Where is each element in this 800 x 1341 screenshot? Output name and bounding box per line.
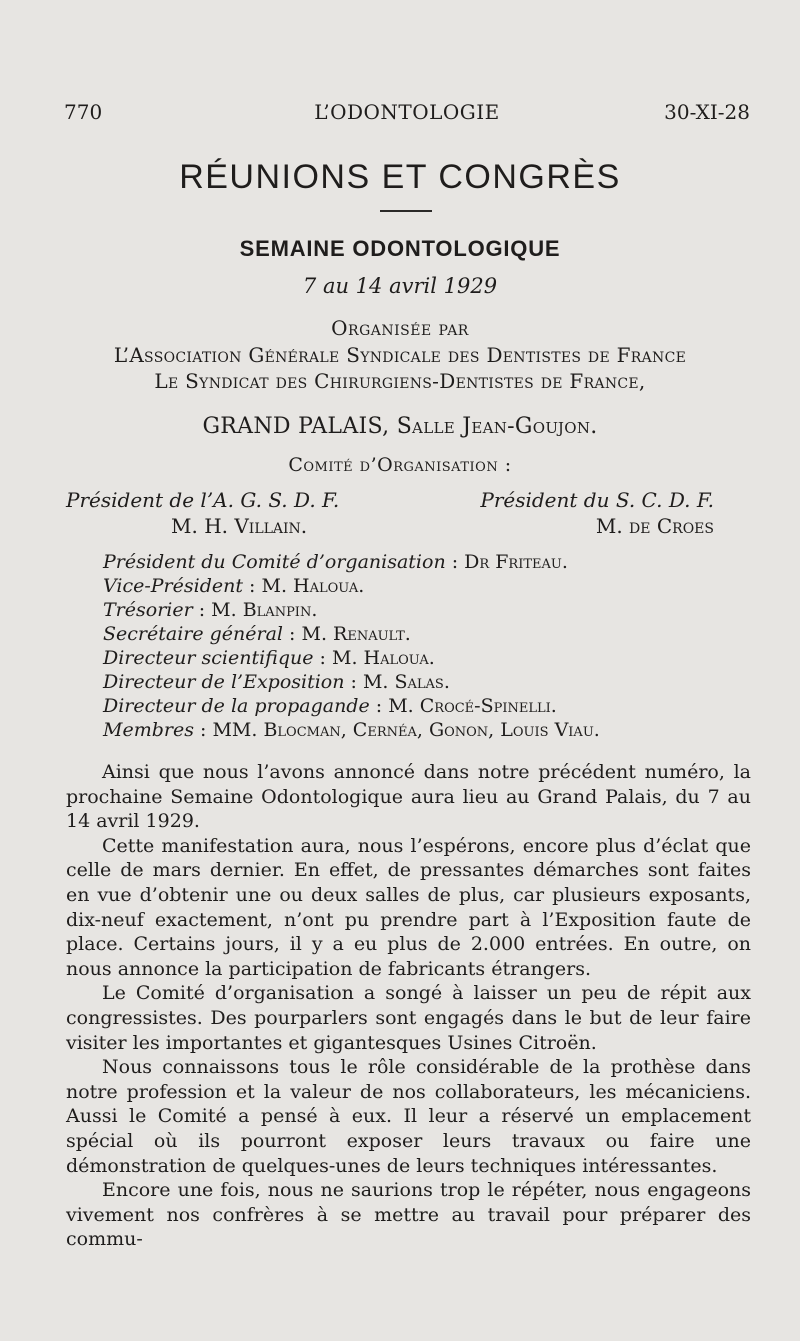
role-line xyxy=(103,646,600,670)
article-title: SEMAINE ODONTOLOGIQUE xyxy=(239,236,561,261)
role-line xyxy=(103,574,600,598)
role-label: Directeur de la propagande xyxy=(103,695,370,717)
paragraph: Encore une fois, nous ne saurions trop le répéter, nous engageons vivement nos confrères à se mettre au travail pour préparer des commu- xyxy=(66,1179,751,1251)
role-line xyxy=(103,694,600,718)
role-name: M. Haloua. xyxy=(261,575,365,597)
paragraph: Ainsi que nous l’avons annoncé dans notre précédent numéro, la prochaine Semaine Odontologique aura lieu au Grand Palais, du 7 au 14 avril 1929. xyxy=(66,761,751,833)
event-dates: 7 au 14 avril 1929 xyxy=(302,274,498,298)
paragraph: Cette manifestation aura, nous l’espérons, encore plus d’éclat que celle de mars dernier. En effet, de pressantes démarches sont faites en vue d’obtenir une ou deux salles de plus, car plusieurs exposants, dix-neuf exactement, n’ont pu prendre part à l’Exposition faute de place. Certains jours, il y a eu plus de 2.000 entrées. En outre, on nous annonce la participation de fabricants étrangers. xyxy=(66,834,751,980)
article-body xyxy=(66,760,751,1252)
role-sep: : xyxy=(283,623,302,645)
organised-by: Organisée par xyxy=(331,316,469,340)
president-right-name: M. de Croes xyxy=(595,514,714,538)
organiser-2: Le Syndicat des Chirurgiens-Dentistes de France, xyxy=(154,369,646,393)
organiser-1: L’Association Générale Syndicale des Dentistes de France xyxy=(113,343,687,367)
paragraph: Nous connaissons tous le rôle considérable de la prothèse dans notre profession et la valeur de nos collaborateurs, les mécaniciens. Aussi le Comité a pensé à eux. Il leur a réservé un emplacement spécial où ils pourront exposer leurs travaux ou faire une démonstration de quelques-unes de leurs techniques intéressantes. xyxy=(66,1056,751,1177)
venue xyxy=(0,414,800,439)
role-line xyxy=(103,718,600,742)
role-name: M. Haloua. xyxy=(331,647,435,669)
role-sep: : xyxy=(243,575,262,597)
issue-date: 30-XI-28 xyxy=(664,100,750,124)
role-sep: : xyxy=(445,551,465,573)
role-line xyxy=(103,598,600,622)
page-number: 770 xyxy=(64,100,103,124)
role-sep: : xyxy=(344,671,363,693)
role-sep: : xyxy=(369,695,389,717)
role-line xyxy=(103,622,600,646)
role-sep: : xyxy=(313,647,332,669)
role-label: Membres xyxy=(103,719,194,741)
role-line xyxy=(103,670,600,694)
paragraph: Le Comité d’organisation a songé à laisser un peu de répit aux congressistes. Des pourparlers sont engagés dans le but de leur faire visiter les importantes et gigantesques Usines Citroën. xyxy=(66,982,751,1054)
role-label: Vice-Président xyxy=(103,575,243,597)
venue-hall: Salle Jean-Goujon. xyxy=(396,414,598,439)
committee-roles xyxy=(103,550,600,742)
role-name: Dr Friteau. xyxy=(464,551,568,573)
role-name: M. Renault. xyxy=(301,623,411,645)
venue-place: GRAND PALAIS, xyxy=(202,414,390,439)
role-label: Directeur de l’Exposition xyxy=(103,671,345,693)
section-title: RÉUNIONS ET CONGRÈS xyxy=(179,158,621,196)
president-right xyxy=(480,488,714,538)
role-label: Président du Comité d’organisation xyxy=(103,551,446,573)
role-name: M. Crocé-Spinelli. xyxy=(388,695,557,717)
president-right-role: Président du S. C. D. F. xyxy=(480,488,714,512)
role-sep: : xyxy=(193,719,213,741)
role-name: M. Salas. xyxy=(362,671,450,693)
role-name: M. Blanpin. xyxy=(211,599,318,621)
journal-title: L’ODONTOLOGIE xyxy=(314,100,500,124)
role-label: Secrétaire général xyxy=(103,623,284,645)
role-label: Trésorier xyxy=(103,599,193,621)
role-line xyxy=(103,550,600,574)
role-label: Directeur scientifique xyxy=(103,647,314,669)
president-left-role: Président de l’A. G. S. D. F. xyxy=(66,488,340,512)
president-left xyxy=(66,488,339,538)
role-name: MM. Blocman, Cernéa, Gonon, Louis Viau. xyxy=(212,719,600,741)
title-divider xyxy=(380,210,432,212)
role-sep: : xyxy=(192,599,212,621)
committee-heading: Comité d’Organisation : xyxy=(288,454,512,476)
president-left-name: M. H. Villain. xyxy=(171,514,308,538)
